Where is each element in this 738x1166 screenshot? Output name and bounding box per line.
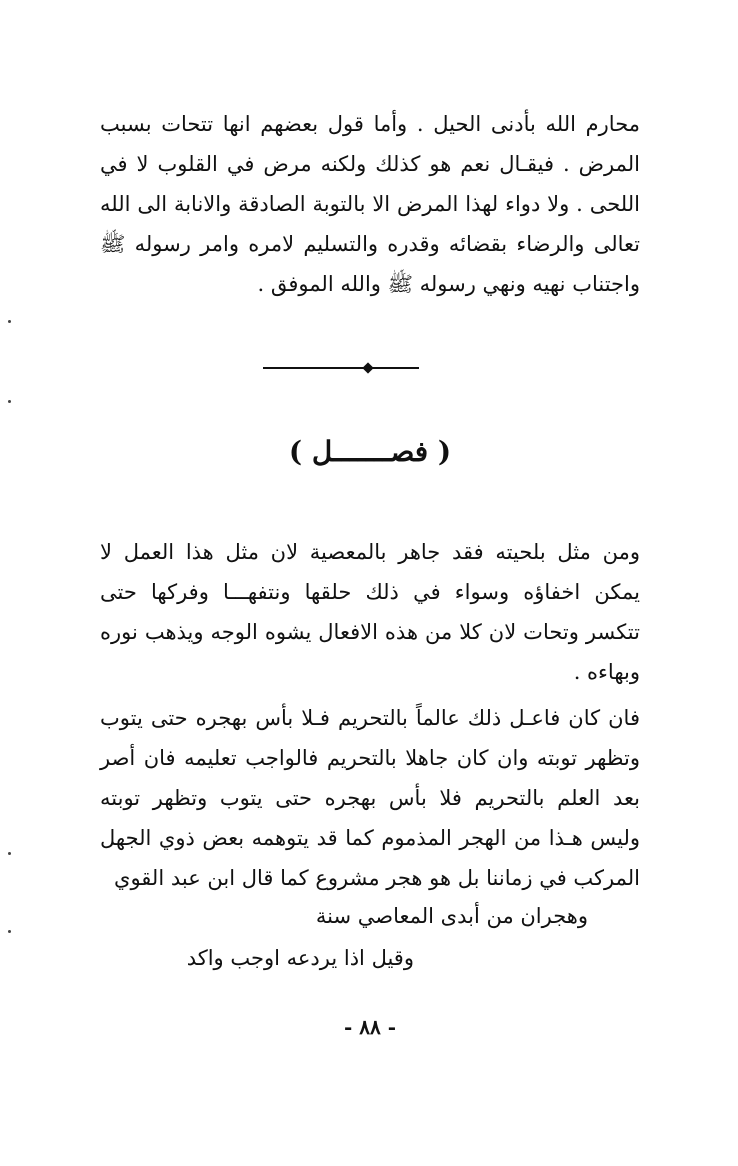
divider-ornament <box>362 362 373 373</box>
paragraph-2: ومن مثل بلحيته فقد جاهر بالمعصية لان مثل هذا العمل لا يمكن اخفاؤه وسواء في ذلك حلقها ونتفهـــا وفركها حتى تتكسر وتحات لان كلا من هذه الافعال يشوه الوجه ويذهب نوره وبهاءه . <box>100 540 640 684</box>
margin-speck <box>8 930 11 933</box>
top-paragraph: محارم الله بأدنى الحيل . وأما قول بعضهم انها تتحات بسبب المرض . فيقـال نعم هو كذلك ولكنه مرض في القلوب لا في اللحى . ولا دواء لهذا المرض الا بالتوبة الصادقة والانابة الى الله تعالى والرضاء بقضائه وقدره والتسليم لامره وامر رسوله ﷺ واجتناب نهيه ونهي رسوله ﷺ والله الموفق . <box>100 112 640 296</box>
margin-speck <box>8 320 11 323</box>
section-divider <box>263 367 419 369</box>
section-heading: ( فصـــــــل ) <box>288 435 452 468</box>
paragraph-3: فان كان فاعـل ذلك عالماً بالتحريم فـلا بأس بهجره حتى يتوب وتظهر توبته وان كان جاهلا بالتحريم فالواجب تعليمه فان أصر بعد العلم بالتحريم فلا بأس بهجره حتى يتوب وتظهر توبته وليس هـذا من الهجر المذموم كما قد يتوهمه بعض ذوي الجهل المركب في زماننا بل هو هجر مشروع كما قال ابن عبد القوي <box>100 706 640 890</box>
margin-speck <box>8 400 11 403</box>
verse-line-2: وقيل اذا يردعه اوجب واكد <box>186 946 414 970</box>
margin-speck <box>8 852 11 855</box>
verse-line-1: وهجران من أبدى المعاصي سنة <box>315 904 588 928</box>
page-number: - ٨٨ - <box>343 1015 396 1039</box>
